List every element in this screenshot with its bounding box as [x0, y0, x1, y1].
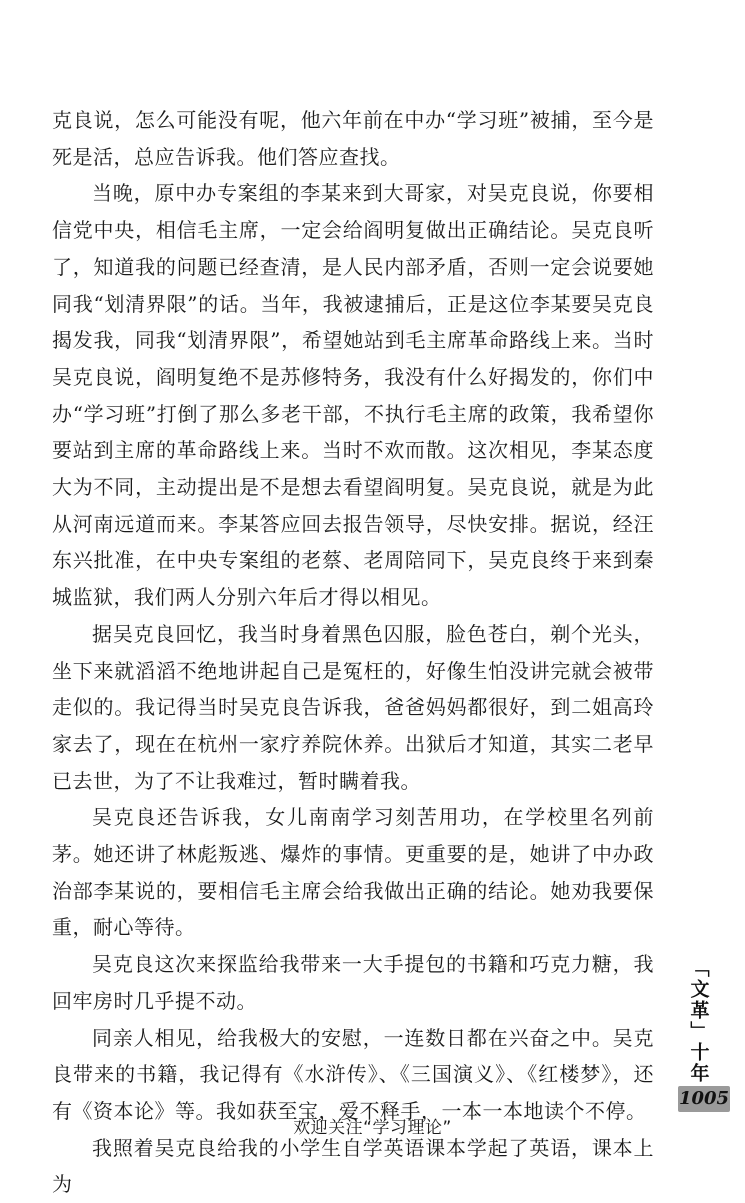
- section-side-tab: [681, 958, 715, 1084]
- paragraph-5: 吴克良这次来探监给我带来一大手提包的书籍和巧克力糖，我回牢房时几乎提不动。: [52, 952, 654, 1013]
- document-body: [52, 102, 654, 1203]
- paragraph-6: 同亲人相见，给我极大的安慰，一连数日都在兴奋之中。吴克良带来的书籍，我记得有《水浒传》、《三国演义》、《红楼梦》，还有《资本论》等。我如获至宝，爱不释手，一本一本地读个不停。: [52, 1025, 654, 1123]
- footer-note: 欢迎关注“学习理论”: [293, 1118, 452, 1138]
- page-number: 1005: [678, 1086, 730, 1112]
- paragraph-2: 当晚，原中办专案组的李某来到大哥家，对吴克良说，你要相信党中央，相信毛主席，一定会给阎明复做出正确结论。吴克良听了，知道我的问题已经查清，是人民内部矛盾，否则一定会说要她同我“划清界限”的话。当年，我被逮捕后，正是这位李某要吴克良揭发我，同我“划清界限”，希望她站到毛主席革命路线上来。当时吴克良说，阎明复绝不是苏修特务，我没有什么好揭发的，你们中办“学习班”打倒了那么多老干部，不执行毛主席的政策，我希望你要站到主席的革命路线上来。当时不欢而散。这次相见，李某态度大为不同，主动提出是不是想去看望阎明复。吴克良说，就是为此从河南远道而来。李某答应回去报告领导，尽快安排。据说，经汪东兴批准，在中央专案组的老蔡、老周陪同下，吴克良终于来到秦城监狱，我们两人分别六年后才得以相见。: [52, 181, 654, 610]
- paragraph-3: 据吴克良回忆，我当时身着黑色囚服，脸色苍白，剃个光头，坐下来就滔滔不绝地讲起自己是冤枉的，好像生怕没讲完就会被带走似的。我记得当时吴克良告诉我，爸爸妈妈都很好，到二姐高玲家去了，现在在杭州一家疗养院休养。出狱后才知道，其实二老早已去世，为了不让我难过，暂时瞒着我。: [52, 621, 654, 793]
- paragraph-7: 我照着吴克良给我的小学生自学英语课本学起了英语，课本上为: [52, 1135, 654, 1197]
- paragraph-1: 克良说，怎么可能没有呢，他六年前在中办“学习班”被捕，至今是死是活，总应告诉我。他们答应查找。: [52, 108, 654, 169]
- paragraph-4: 吴克良还告诉我，女儿南南学习刻苦用功，在学校里名列前茅。她还讲了林彪叛逃、爆炸的事情。更重要的是，她讲了中办政治部李某说的，要相信毛主席会给我做出正确的结论。她劝我要保重，耐心等待。: [52, 805, 654, 940]
- section-side-tab-label: 「文革」十年: [687, 958, 710, 1084]
